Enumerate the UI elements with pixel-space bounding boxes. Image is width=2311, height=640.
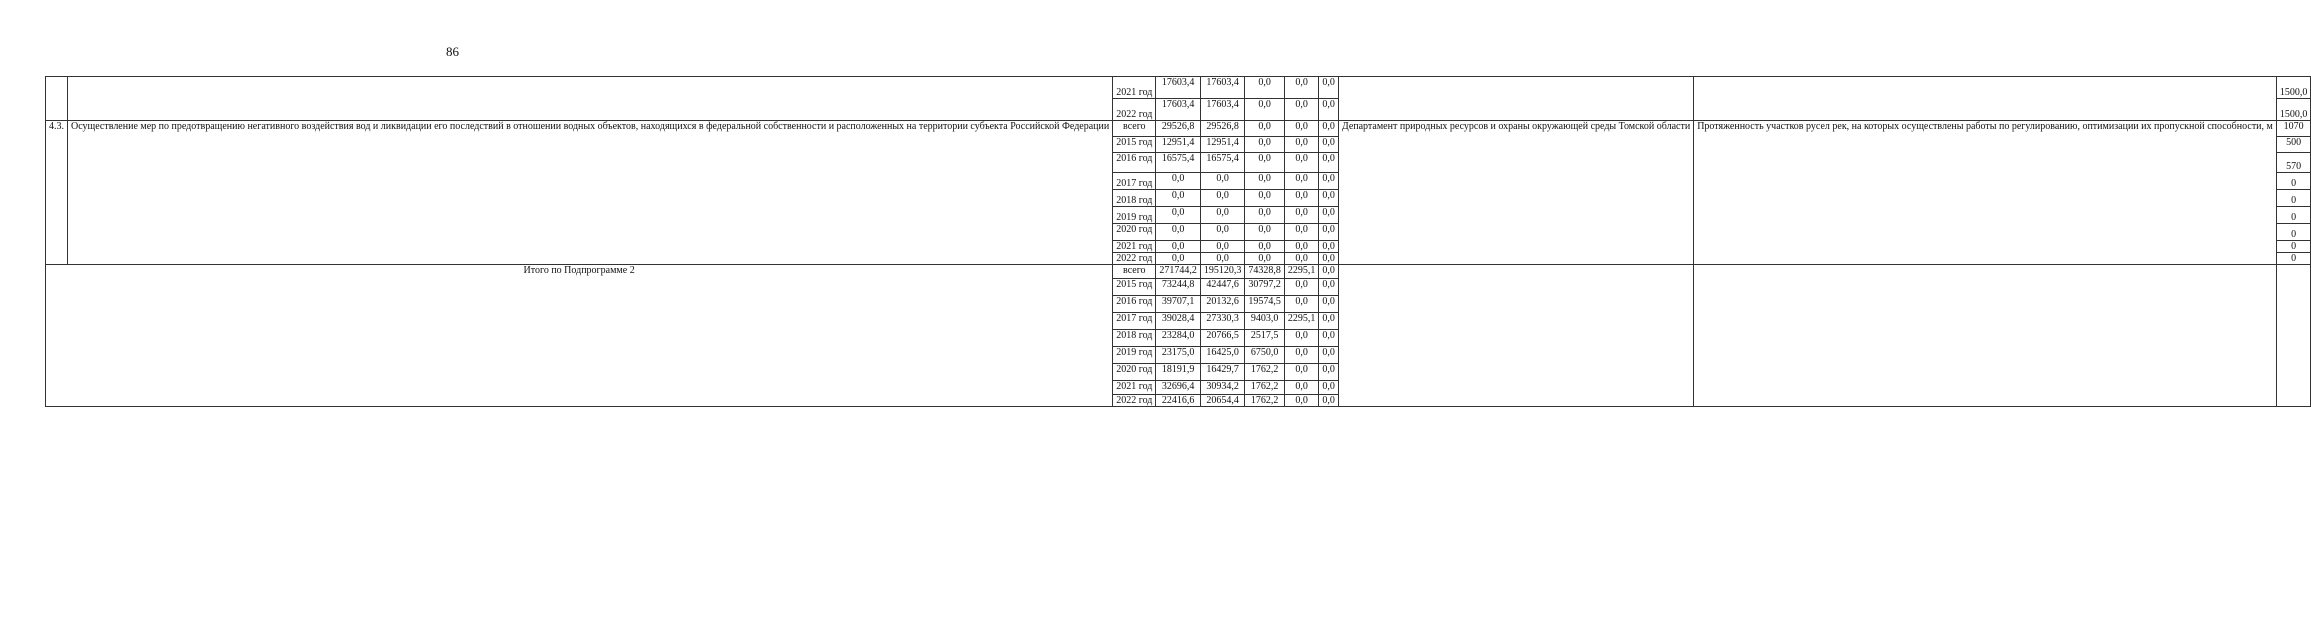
year-cell: 2021 год: [1113, 77, 1156, 99]
value-cell: 17603,4: [1156, 77, 1201, 99]
value-cell: 74328,8: [1245, 265, 1285, 279]
value-cell: 39707,1: [1156, 296, 1201, 313]
value-cell: 0,0: [1319, 296, 1339, 313]
value-cell: 0,0: [1284, 241, 1319, 253]
value-cell: 17603,4: [1156, 99, 1201, 121]
empty-indicator-name-cell: [1694, 77, 2277, 121]
indicator-value-cell: 1500,0: [2276, 99, 2311, 121]
indicator-value-cell: 0: [2276, 241, 2311, 253]
value-cell: 0,0: [1319, 395, 1339, 407]
value-cell: 0,0: [1319, 99, 1339, 121]
table-body: [46, 77, 2311, 407]
value-cell: 18191,9: [1156, 364, 1201, 381]
value-cell: 0,0: [1200, 173, 1245, 190]
value-cell: 16575,4: [1200, 153, 1245, 173]
year-cell: 2022 год: [1113, 253, 1156, 265]
value-cell: 12951,4: [1156, 137, 1201, 153]
value-cell: 0,0: [1156, 207, 1201, 224]
value-cell: 0,0: [1284, 121, 1319, 137]
value-cell: 0,0: [1284, 296, 1319, 313]
page-number: 86: [446, 44, 459, 59]
year-cell: 2015 год: [1113, 279, 1156, 296]
year-cell: 2019 год: [1113, 347, 1156, 364]
value-cell: 0,0: [1284, 347, 1319, 364]
value-cell: 271744,2: [1156, 265, 1201, 279]
value-cell: 0,0: [1319, 313, 1339, 330]
table-row: [46, 265, 2311, 279]
value-cell: 0,0: [1319, 207, 1339, 224]
value-cell: 0,0: [1200, 241, 1245, 253]
year-cell: 2015 год: [1113, 137, 1156, 153]
value-cell: 0,0: [1319, 153, 1339, 173]
value-cell: 29526,8: [1200, 121, 1245, 137]
value-cell: 23284,0: [1156, 330, 1201, 347]
value-cell: 2517,5: [1245, 330, 1285, 347]
indicator-value-cell: 500: [2276, 137, 2311, 153]
value-cell: 16575,4: [1156, 153, 1201, 173]
value-cell: 20766,5: [1200, 330, 1245, 347]
item-number: 4.3.: [46, 121, 68, 265]
value-cell: 195120,3: [1200, 265, 1245, 279]
value-cell: 0,0: [1319, 121, 1339, 137]
year-cell: 2021 год: [1113, 381, 1156, 395]
value-cell: 0,0: [1284, 364, 1319, 381]
value-cell: 0,0: [1245, 224, 1285, 241]
value-cell: 0,0: [1245, 99, 1285, 121]
empty-executor-cell: [1338, 77, 1693, 121]
executor: Департамент природных ресурсов и охраны окружающей среды Томской области: [1338, 121, 1693, 265]
value-cell: 0,0: [1284, 99, 1319, 121]
value-cell: 0,0: [1245, 253, 1285, 265]
value-cell: 23175,0: [1156, 347, 1201, 364]
value-cell: 20132,6: [1200, 296, 1245, 313]
indicator-value-cell: 1070: [2276, 121, 2311, 137]
value-cell: 30797,2: [1245, 279, 1285, 296]
value-cell: 73244,8: [1156, 279, 1201, 296]
value-cell: 0,0: [1156, 224, 1201, 241]
indicator-value-cell: 0: [2276, 173, 2311, 190]
year-cell: 2020 год: [1113, 224, 1156, 241]
value-cell: 0,0: [1319, 347, 1339, 364]
empty-name-cell: [68, 77, 1113, 121]
value-cell: 0,0: [1284, 207, 1319, 224]
value-cell: 0,0: [1284, 173, 1319, 190]
indicator-name: Протяженность участков русел рек, на которых осуществлены работы по регулированию, оптимизации их пропускной способности, м: [1694, 121, 2277, 265]
value-cell: 12951,4: [1200, 137, 1245, 153]
indicator-value-cell: 0: [2276, 224, 2311, 241]
value-cell: 0,0: [1156, 190, 1201, 207]
value-cell: 0,0: [1319, 190, 1339, 207]
year-cell: всего: [1113, 121, 1156, 137]
value-cell: 1762,2: [1245, 364, 1285, 381]
value-cell: 27330,3: [1200, 313, 1245, 330]
year-cell: 2021 год: [1113, 241, 1156, 253]
value-cell: 0,0: [1284, 190, 1319, 207]
value-cell: 0,0: [1319, 224, 1339, 241]
value-cell: 30934,2: [1200, 381, 1245, 395]
value-cell: 32696,4: [1156, 381, 1201, 395]
value-cell: 0,0: [1319, 173, 1339, 190]
value-cell: 1762,2: [1245, 381, 1285, 395]
indicator-value-cell: 0: [2276, 207, 2311, 224]
value-cell: 0,0: [1200, 190, 1245, 207]
value-cell: 20654,4: [1200, 395, 1245, 407]
value-cell: 0,0: [1245, 77, 1285, 99]
value-cell: 0,0: [1245, 190, 1285, 207]
value-cell: 16429,7: [1200, 364, 1245, 381]
value-cell: 0,0: [1284, 381, 1319, 395]
value-cell: 6750,0: [1245, 347, 1285, 364]
year-cell: 2017 год: [1113, 173, 1156, 190]
value-cell: 0,0: [1200, 207, 1245, 224]
year-cell: 2016 год: [1113, 153, 1156, 173]
value-cell: 0,0: [1319, 279, 1339, 296]
value-cell: 0,0: [1284, 224, 1319, 241]
value-cell: 16425,0: [1200, 347, 1245, 364]
value-cell: 0,0: [1156, 253, 1201, 265]
value-cell: 0,0: [1245, 121, 1285, 137]
value-cell: 0,0: [1156, 241, 1201, 253]
year-cell: 2019 год: [1113, 207, 1156, 224]
value-cell: 0,0: [1319, 241, 1339, 253]
table-row: [46, 121, 2311, 137]
value-cell: 0,0: [1200, 224, 1245, 241]
value-cell: 42447,6: [1200, 279, 1245, 296]
value-cell: 0,0: [1200, 253, 1245, 265]
year-cell: 2022 год: [1113, 99, 1156, 121]
value-cell: 0,0: [1156, 173, 1201, 190]
year-cell: всего: [1113, 265, 1156, 279]
value-cell: 17603,4: [1200, 77, 1245, 99]
value-cell: 0,0: [1245, 207, 1285, 224]
value-cell: 0,0: [1319, 137, 1339, 153]
budget-table: [45, 76, 2311, 407]
indicator-value-cell: 0: [2276, 190, 2311, 207]
value-cell: 0,0: [1284, 153, 1319, 173]
empty-number-cell: [46, 77, 68, 121]
value-cell: 0,0: [1245, 137, 1285, 153]
value-cell: 1762,2: [1245, 395, 1285, 407]
total-label: Итого по Подпрограмме 2: [46, 265, 1113, 407]
value-cell: 0,0: [1319, 265, 1339, 279]
value-cell: 0,0: [1319, 330, 1339, 347]
value-cell: 22416,6: [1156, 395, 1201, 407]
value-cell: 0,0: [1319, 381, 1339, 395]
value-cell: 9403,0: [1245, 313, 1285, 330]
value-cell: 0,0: [1319, 77, 1339, 99]
year-cell: 2016 год: [1113, 296, 1156, 313]
empty-indicator-value-cell: [2276, 265, 2311, 407]
value-cell: 2295,1: [1284, 265, 1319, 279]
table-row: [46, 77, 2311, 99]
value-cell: 0,0: [1284, 330, 1319, 347]
item-name: Осуществление мер по предотвращению негативного воздействия вод и ликвидации его последствий в отношении водных объектов, находящихся в федеральной собственности и расположенных на территории субъекта Российской Федерации: [68, 121, 1113, 265]
value-cell: 0,0: [1319, 253, 1339, 265]
value-cell: 0,0: [1245, 173, 1285, 190]
year-cell: 2018 год: [1113, 330, 1156, 347]
value-cell: 0,0: [1284, 279, 1319, 296]
value-cell: 0,0: [1284, 77, 1319, 99]
value-cell: 0,0: [1284, 395, 1319, 407]
indicator-value-cell: 570: [2276, 153, 2311, 173]
indicator-value-cell: 0: [2276, 253, 2311, 265]
year-cell: 2017 год: [1113, 313, 1156, 330]
value-cell: 39028,4: [1156, 313, 1201, 330]
value-cell: 2295,1: [1284, 313, 1319, 330]
value-cell: 0,0: [1245, 241, 1285, 253]
value-cell: 0,0: [1284, 253, 1319, 265]
value-cell: 17603,4: [1200, 99, 1245, 121]
value-cell: 19574,5: [1245, 296, 1285, 313]
year-cell: 2020 год: [1113, 364, 1156, 381]
indicator-value-cell: 1500,0: [2276, 77, 2311, 99]
empty-indicator-name-cell: [1694, 265, 2277, 407]
value-cell: 29526,8: [1156, 121, 1201, 137]
empty-executor-cell: [1338, 265, 1693, 407]
value-cell: 0,0: [1245, 153, 1285, 173]
year-cell: 2018 год: [1113, 190, 1156, 207]
year-cell: 2022 год: [1113, 395, 1156, 407]
value-cell: 0,0: [1319, 364, 1339, 381]
value-cell: 0,0: [1284, 137, 1319, 153]
